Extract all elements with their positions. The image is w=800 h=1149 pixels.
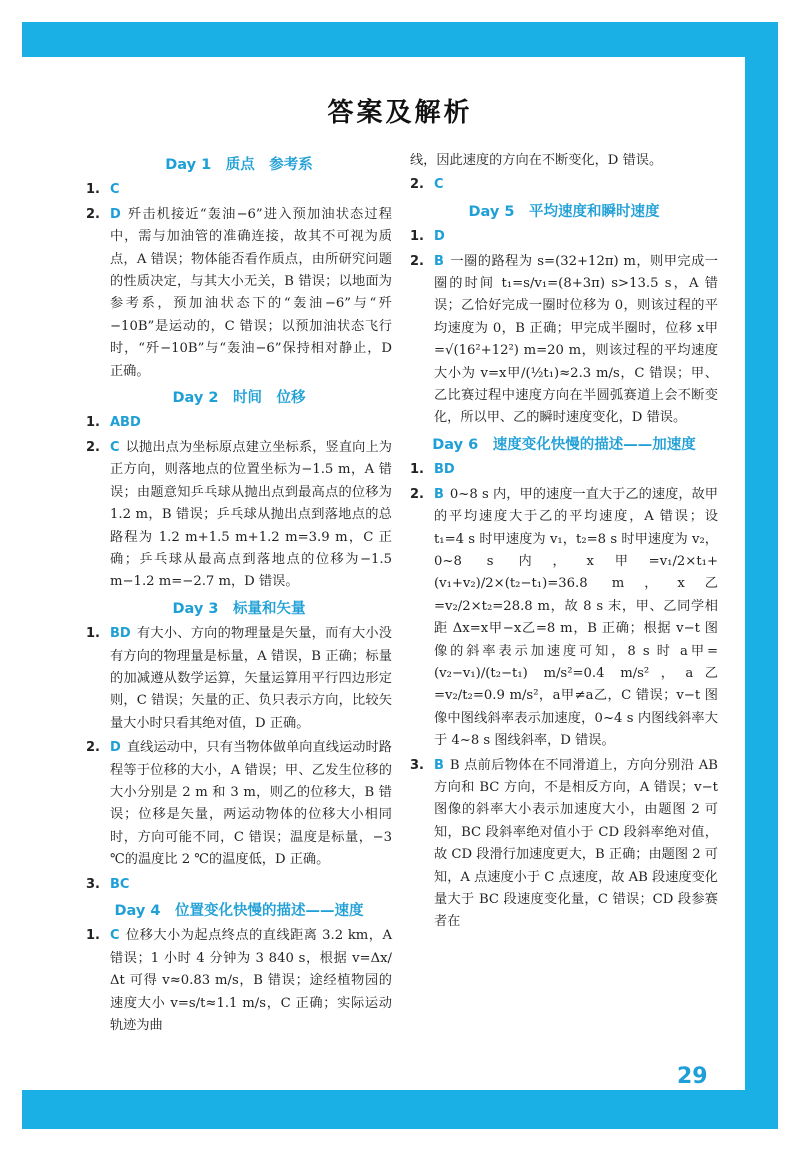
explanation-text: 以抛出点为坐标原点建立坐标系，竖直向上为正方向，则落地点的位置坐标为−1.5 m，A 错误；由题意知乒乓球从抛出点到最高点的位移为 1.2 m，B 错误；乒乓球从抛出点到落地点的总路程为 1.2 m+1.5 m+1.2 m=3.9 m，C 正确；乒乓球从最高点到落地点的位移为−1.5 m−1.2 m=−2.7 m，D 错误。 xyxy=(110,439,392,590)
question-number: 3. xyxy=(410,757,424,773)
answer-choice: ABD xyxy=(110,415,141,431)
answer-choice: B xyxy=(434,253,444,269)
question-number: 2. xyxy=(86,740,100,756)
question-number: 2. xyxy=(86,206,100,222)
explanation-text: B 点前后物体在不同滑道上，方向分别沿 AB 方向和 BC 方向，不是相反方向，A 错误；v−t 图像的斜率大小表示加速度大小，由题图 2 可知，BC 段斜率绝对值小于 CD 段斜率绝对值，故 CD 段滑行加速度更大，B 正确；由题图 2 可知，A 点速度小于 C 点速度，故 AB 段速度变化量大于 BC 段速度变化量，C 错误；CD 段参赛者在 xyxy=(434,757,718,930)
day4-q1 xyxy=(86,925,392,1037)
page-title: 答案及解析 xyxy=(327,98,473,128)
page-number: 29 xyxy=(677,1064,708,1089)
question-number: 2. xyxy=(410,177,424,193)
question-number: 3. xyxy=(86,876,100,892)
day3-q3 xyxy=(86,874,392,896)
answer-choice: C xyxy=(434,177,444,193)
answer-choice: B xyxy=(434,486,444,502)
day2-q2 xyxy=(86,437,392,594)
day6-q3 xyxy=(410,755,718,934)
day5-q2 xyxy=(410,251,718,430)
question-number: 1. xyxy=(86,626,100,642)
answer-choice: D xyxy=(434,229,445,245)
question-number: 1. xyxy=(86,928,100,944)
explanation-text: 歼击机接近“轰油−6”进入预加油状态过程中，需与加油管的准确连接，故其不可视为质点，A 错误；物体能否看作质点，由所研究问题的性质决定，与其大小无关，B 错误；以地面为参考系，预加油状态下的“轰油−6”与“歼−10B”是运动的，C 错误；以预加油状态飞行时，“歼−10B”与“轰油−6”保持相对静止，D 正确。 xyxy=(110,206,392,379)
day4-q2 xyxy=(410,174,718,196)
question-number: 2. xyxy=(86,439,100,455)
answer-choice: BD xyxy=(434,462,455,478)
answer-choice: C xyxy=(110,439,120,455)
answer-choice: BC xyxy=(110,876,130,892)
question-number: 2. xyxy=(410,486,424,502)
day6-q2 xyxy=(410,484,718,753)
answer-choice: B xyxy=(434,757,444,773)
day1-q2 xyxy=(86,204,392,383)
day4-q1-continuation: 线，因此速度的方向在不断变化，D 错误。 xyxy=(410,153,663,168)
day5-title: Day 5 平均速度和瞬时速度 xyxy=(468,203,660,220)
left-column xyxy=(86,150,392,1039)
answer-choice: C xyxy=(110,928,120,944)
explanation-text: 一圈的路程为 s=(32+12π) m，则甲完成一圈的时间 t₁=s/v₁=(8+3π) s>13.5 s，A 错误；乙恰好完成一圈时位移为 0，则该过程的平均速度为 0，B 正确；甲完成半圈时，位移 x甲=√(16²+12²) m=20 m，则该过程的平均速度大小为 v=x甲/(½t₁)≈2.3 m/s，C 错误；甲、乙比赛过程中速度方向在半圆弧赛道上会不断变化，所以甲、乙的瞬时速度变化，D 错误。 xyxy=(434,253,718,426)
explanation-text: 0~8 s 内，甲的速度一直大于乙的速度，故甲的平均速度大于乙的平均速度，A 错误；设 t₁=4 s 时甲速度为 v₁，t₂=8 s 时甲速度为 v₂，0~8 s 内，x甲=v₁/2×t₁+(v₁+v₂)/2×(t₂−t₁)=36.8 m，x乙=v₂/2×t₂=28.8 m，故 8 s 末，甲、乙同学相距 Δx=x甲−x乙=8 m，B 正确；根据 v−t 图像的斜率表示加速度可知，8 s 时 a甲=(v₂−v₁)/(t₂−t₁) m/s²=0.4 m/s²，a乙=v₂/t₂=0.9 m/s²，a甲≠a乙，C 错误；v−t 图像中图线斜率表示加速度，0~4 s 内图线斜率大于 4~8 s 图线斜率，D 错误。 xyxy=(434,486,718,749)
top-border-band xyxy=(22,22,778,57)
day3-q1 xyxy=(86,623,392,735)
day5-q1 xyxy=(410,226,718,248)
day3-q2 xyxy=(86,737,392,871)
day6-title: Day 6 速度变化快慢的描述——加速度 xyxy=(432,436,696,453)
answer-choice: D xyxy=(110,206,121,222)
answer-choice: D xyxy=(110,740,121,756)
day1-title: Day 1 质点 参考系 xyxy=(165,157,313,173)
explanation-text: 直线运动中，只有当物体做单向直线运动时路程等于位移的大小，A 错误；甲、乙发生位移的大小分别是 2 m 和 3 m，则乙的位移大，B 错误；位移是矢量，两运动物体的位移大小相同时，方向可能不同，C 错误；温度是标量，−3 ℃的温度比 2 ℃的温度低，D 正确。 xyxy=(110,740,392,868)
question-number: 2. xyxy=(410,253,424,269)
day6-q1 xyxy=(410,459,718,481)
question-number: 1. xyxy=(86,182,100,198)
right-column xyxy=(410,150,718,936)
question-number: 1. xyxy=(86,415,100,431)
day4-title: Day 4 位置变化快慢的描述——速度 xyxy=(114,903,364,919)
day2-title: Day 2 时间 位移 xyxy=(172,390,306,407)
bottom-border-band xyxy=(22,1090,778,1129)
question-number: 1. xyxy=(410,229,424,245)
answer-choice: C xyxy=(110,182,120,198)
explanation-text: 位移大小为起点终点的直线距离 3.2 km，A 错误；1 小时 4 分钟为 3 840 s，根据 v=Δx/Δt 可得 v≈0.83 m/s，B 错误；途经植物园的速度大小 v=s/t≈1.1 m/s，C 正确；实际运动轨迹为曲 xyxy=(110,928,392,1034)
day1-q1 xyxy=(86,179,392,201)
answer-choice: BD xyxy=(110,626,131,642)
day3-title: Day 3 标量和矢量 xyxy=(172,600,306,617)
explanation-text: 有大小、方向的物理量是矢量，而有大小没有方向的物理量是标量，A 错误，B 正确；标量的加减遵从数学运算，矢量运算用平行四边形定则，C 错误；矢量的正、负只表示方向，比较矢量大小时只看其绝对值，D 正确。 xyxy=(110,626,392,731)
right-border-band xyxy=(745,22,778,1102)
day2-q1 xyxy=(86,412,392,434)
question-number: 1. xyxy=(410,462,424,478)
